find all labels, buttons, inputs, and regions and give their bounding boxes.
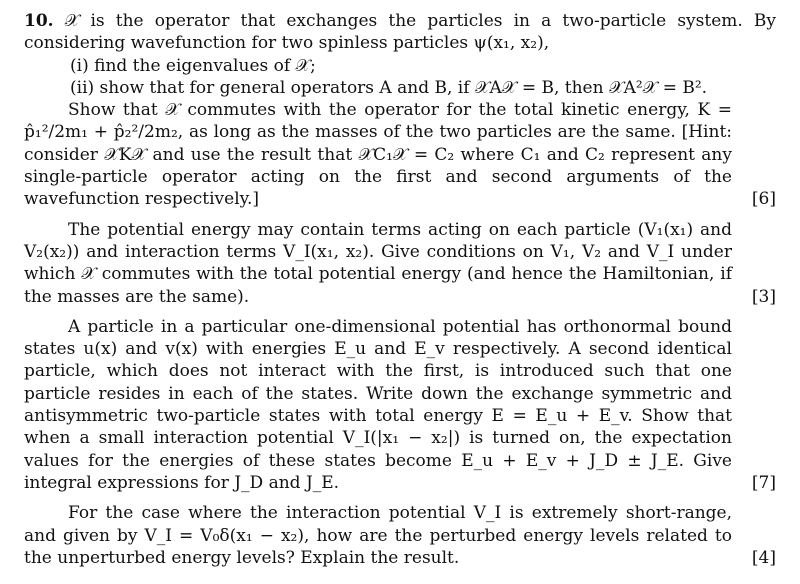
bound-states-text: A particle in a particular one-dimensional potential has orthonormal bound states u(x) and v(x) with energies E_u and E_v respectively. A second identical particle, which does not interact with the first, is introduced such that one particle resides in each of the states. Write down the exchange symmetric and antisymmetric two-particle states with total energy E = E_u + E_v. Show that when a small interaction potential V_I(|x₁ − x₂|) is turned on, the expectation values for the energies of these states become E_u + E_v + J_D ± J_E. Give integral expressions for J_D and J_E. bbox=[24, 316, 732, 493]
part-i: (i) find the eigenvalues of 𝒳; bbox=[70, 55, 316, 76]
question-intro bbox=[24, 10, 776, 99]
potential-marks: [3] bbox=[751, 286, 776, 307]
kinetic-paragraph bbox=[24, 99, 776, 210]
bound-states-paragraph bbox=[24, 316, 776, 494]
kinetic-text: Show that 𝒳 commutes with the operator for the total kinetic energy, K = p̂₁²/2m₁ + p̂₂²/2m₂, as long as the masses of the two particles are the same. [Hint: consider 𝒳K𝒳 and use the result that 𝒳C₁𝒳 = C₂ where C₁ and C₂ represent any single-particle operator acting on the first and second arguments of the wavefunction respectively.] bbox=[24, 100, 732, 210]
question-number: 10. bbox=[24, 11, 54, 31]
bound-states-marks: [7] bbox=[751, 472, 776, 493]
short-range-paragraph bbox=[24, 502, 776, 569]
intro-text: 𝒳 is the operator that exchanges the particles in a two-particle system. By considering wavefunction for two spinless particles ψ(x₁, x₂), bbox=[24, 11, 777, 54]
potential-paragraph bbox=[24, 219, 776, 308]
short-range-text: For the case where the interaction potential V_I is extremely short-range, and given by V_I = V₀δ(x₁ − x₂), how are the perturbed energy levels related to the unperturbed energy levels? Explain the result. bbox=[24, 503, 732, 568]
kinetic-marks: [6] bbox=[751, 189, 776, 210]
short-range-marks: [4] bbox=[751, 547, 776, 568]
potential-text: The potential energy may contain terms acting on each particle (V₁(x₁) and V₂(x₂)) and interaction terms V_I(x₁, x₂). Give conditions on V₁, V₂ and V_I under which 𝒳 commutes with the total potential energy (and hence the Hamiltonian, if the masses are the same). bbox=[24, 219, 732, 307]
part-ii: (ii) show that for general operators A and B, if 𝒳A𝒳 = B, then 𝒳A²𝒳 = B². bbox=[70, 77, 708, 98]
